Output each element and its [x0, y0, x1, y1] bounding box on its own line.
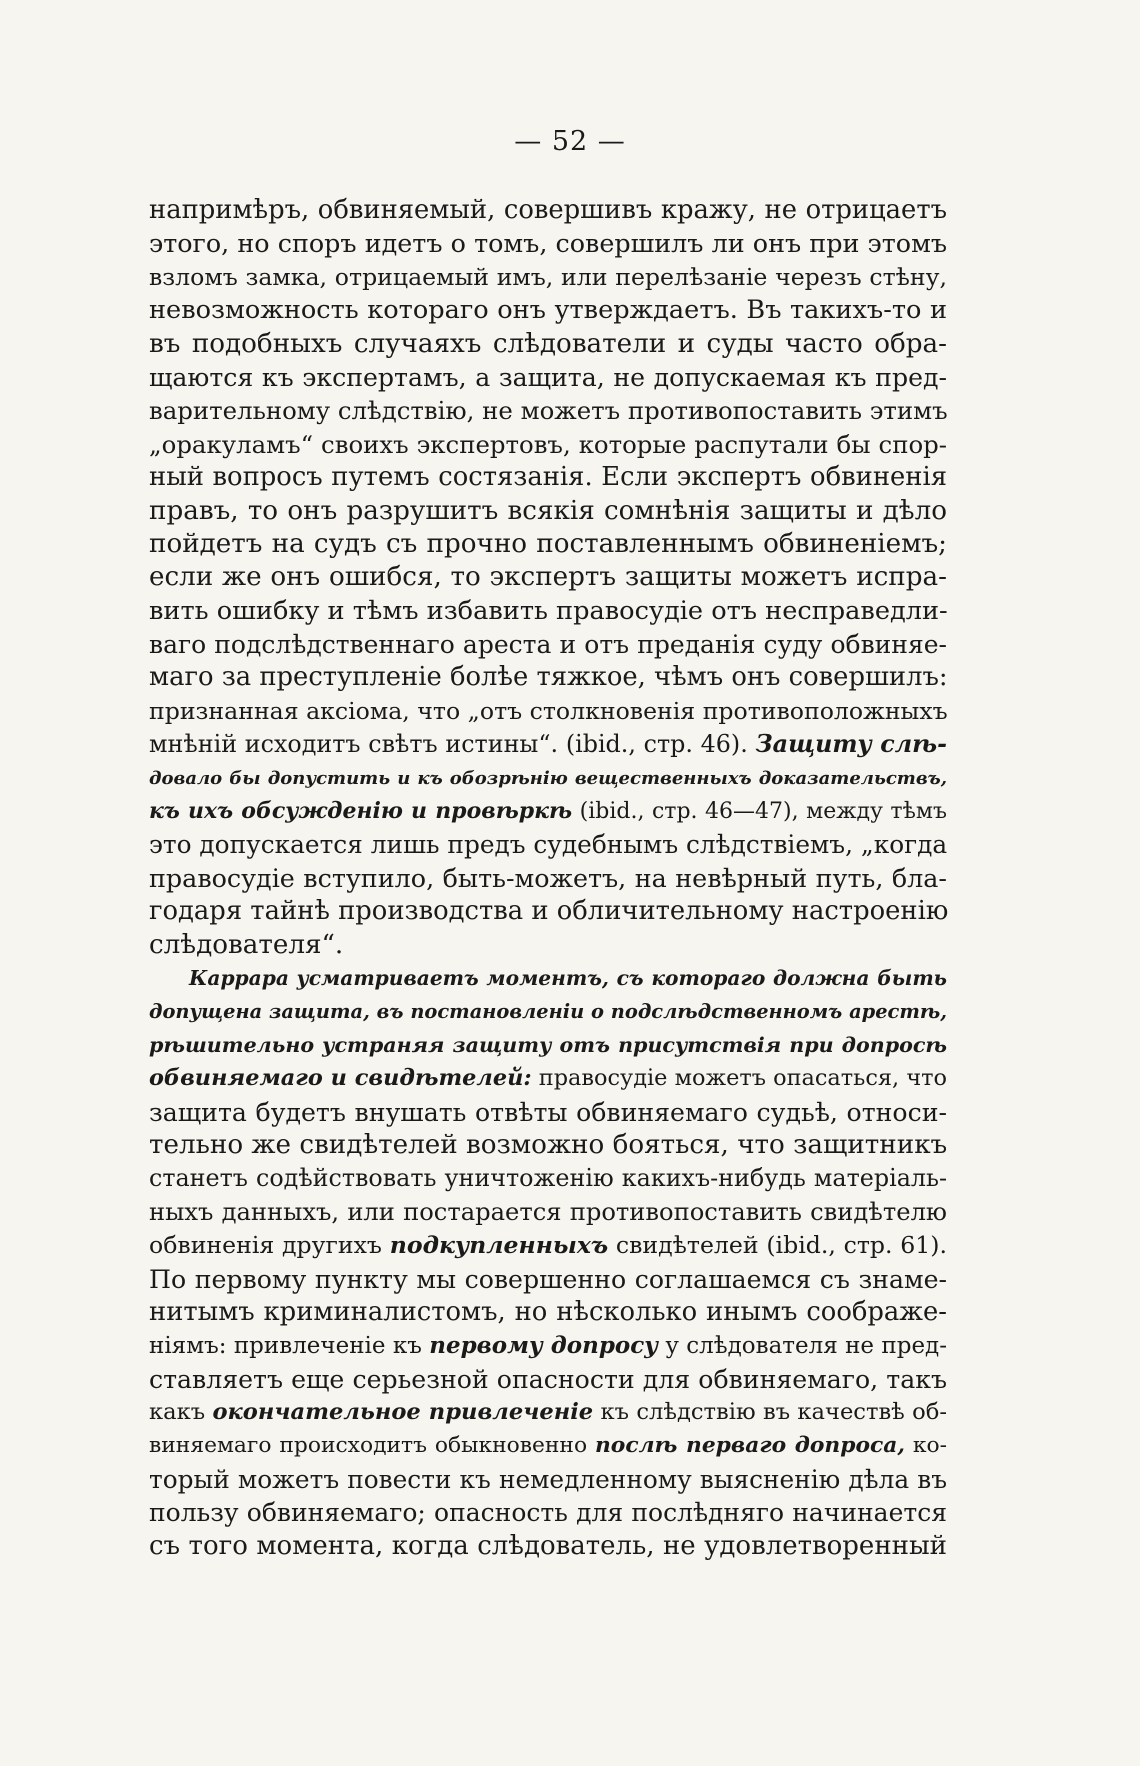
text-segment: невозможность котораго онъ утверждаетъ. Въ такихъ-то и	[149, 295, 947, 326]
text-line	[149, 1196, 947, 1229]
text-segment: нитымъ криминалистомъ, но нѣсколько инымъ соображе-	[149, 1296, 947, 1327]
text-segment: виняемаго происходитъ обыкновенно	[149, 1433, 595, 1459]
text-segment: въ подобныхъ случаяхъ слѣдователи и суды часто обра-	[149, 328, 947, 359]
text-line	[149, 895, 947, 928]
text-line	[149, 762, 947, 795]
text-segment: правосудіе можетъ опасаться, что	[531, 1065, 947, 1092]
text-segment: слѣдователя“.	[149, 929, 344, 960]
italic-emphasis: окончательное привлеченіе	[212, 1399, 594, 1426]
text-segment: „оракуламъ“ своихъ экспертовъ, которые распутали бы спор-	[149, 429, 947, 459]
text-line	[149, 1496, 947, 1529]
text-segment: мнѣній исходитъ свѣтъ истины“. (ibid., стр. 46).	[149, 730, 756, 759]
text-segment: съ того момента, когда слѣдователь, не удовлетворенный	[149, 1530, 947, 1561]
italic-emphasis: допущена защита, въ постановленіи о подслѣдственномъ арестѣ,	[149, 1000, 947, 1024]
italic-emphasis: первому допросу	[429, 1332, 659, 1360]
text-line	[149, 795, 947, 828]
text-line	[149, 929, 947, 962]
text-line	[149, 962, 947, 995]
italic-emphasis: Каррара усматриваетъ моментъ, съ котораго должна быть	[189, 965, 947, 990]
text-line	[149, 1429, 947, 1462]
text-line	[149, 461, 947, 494]
text-line	[149, 495, 947, 528]
italic-emphasis: послѣ перваго допроса,	[594, 1433, 905, 1459]
text-segment: ніямъ: привлеченіе къ	[149, 1333, 430, 1360]
text-segment: какъ	[149, 1399, 213, 1426]
text-segment: взломъ замка, отрицаемый имъ, или перелѣзаніе черезъ стѣну,	[149, 262, 947, 291]
text-line	[149, 661, 947, 694]
text-segment: напримѣръ, обвиняемый, совершивъ кражу, не отрицаетъ	[149, 195, 947, 225]
text-line	[149, 828, 947, 861]
text-line	[149, 561, 947, 594]
text-segment: правосудіе вступило, быть-можетъ, на невѣрный путь, бла-	[149, 862, 947, 893]
text-line	[149, 728, 947, 761]
text-segment: ный вопросъ путемъ состязанія. Если экспертъ обвиненія	[149, 462, 947, 493]
text-segment: станетъ содѣйствовать уничтоженію какихъ-нибудь матеріаль-	[149, 1164, 947, 1193]
text-segment: ко-	[905, 1433, 947, 1459]
text-segment: годаря тайнѣ производства и обличительному настроенію	[149, 896, 949, 927]
text-segment: варительному слѣдствію, не можетъ противопоставить этимъ	[149, 396, 948, 426]
text-line	[149, 1296, 947, 1329]
text-segment: ставляетъ еще серьезной опасности для обвиняемаго, такъ	[149, 1364, 947, 1394]
text-line	[149, 194, 947, 227]
text-segment: обвиненія другихъ	[149, 1231, 390, 1260]
text-segment: По первому пункту мы совершенно соглашаемся съ знаме-	[149, 1264, 947, 1294]
body-text	[149, 194, 947, 1563]
text-line	[149, 227, 947, 260]
text-segment: свидѣтелей (ibid., стр. 61).	[608, 1231, 947, 1260]
text-segment: этого, но споръ идетъ о томъ, совершилъ ли онъ при этомъ	[149, 228, 947, 259]
text-segment: пользу обвиняемаго; опасность для послѣдняго начинается	[149, 1498, 947, 1528]
text-line	[149, 1530, 947, 1563]
text-line	[149, 361, 947, 394]
text-segment: щаются къ экспертамъ, а защита, не допускаемая къ пред-	[149, 362, 947, 392]
italic-emphasis: обвиняемаго и свидѣтелей:	[149, 1065, 532, 1092]
text-segment: признанная аксіома, что „отъ столкновенія противоположныхъ	[149, 696, 948, 725]
text-line	[149, 1263, 947, 1296]
italic-emphasis: Защиту слѣ-	[755, 730, 947, 759]
text-segment: маго за преступленіе болѣе тяжкое, чѣмъ онъ совершилъ:	[149, 662, 948, 693]
text-segment: если же онъ ошибся, то экспертъ защиты можетъ испра-	[149, 562, 947, 593]
text-line	[149, 1096, 947, 1129]
text-line	[149, 328, 947, 361]
text-line	[149, 1463, 947, 1496]
text-line	[149, 695, 947, 728]
text-line	[149, 595, 947, 628]
text-segment: у слѣдователя не пред-	[658, 1333, 947, 1360]
italic-emphasis: къ ихъ обсужденію и провѣркѣ	[149, 798, 573, 825]
text-line	[149, 1062, 947, 1095]
text-line	[149, 1162, 947, 1195]
text-line	[149, 995, 947, 1028]
text-line	[149, 1129, 947, 1162]
text-line	[149, 862, 947, 895]
text-line	[149, 528, 947, 561]
text-line	[149, 1363, 947, 1396]
text-line	[149, 1329, 947, 1362]
text-segment: правъ, то онъ разрушитъ всякія сомнѣнія защиты и дѣло	[149, 495, 947, 526]
text-line	[149, 428, 947, 461]
text-line	[149, 1396, 947, 1429]
text-line	[149, 1029, 947, 1062]
text-segment: къ слѣдствію въ качествѣ об-	[593, 1399, 947, 1426]
text-segment: ныхъ данныхъ, или постарается противопоставить свидѣтелю	[149, 1197, 947, 1226]
text-segment: это допускается лишь предъ судебнымъ слѣдствіемъ, „когда	[149, 830, 948, 860]
text-segment: (ibid., стр. 46—47), между тѣмъ	[572, 799, 947, 825]
text-segment: тельно же свидѣтелей возможно бояться, что защитникъ	[149, 1129, 948, 1160]
italic-emphasis: рѣшительно устраняя защиту отъ присутствія при допросѣ	[149, 1032, 947, 1057]
italic-emphasis: подкупленныхъ	[389, 1231, 609, 1260]
text-segment: пойдетъ на судъ съ прочно поставленнымъ обвиненіемъ;	[149, 528, 947, 559]
page-number: — 52 —	[514, 126, 626, 157]
text-line	[149, 261, 947, 294]
text-segment: защита будетъ внушать отвѣты обвиняемаго судьѣ, относи-	[149, 1097, 947, 1127]
text-line	[149, 294, 947, 327]
italic-emphasis: довало бы допустить и къ обозрѣнію вещественныхъ доказательствъ,	[149, 767, 947, 789]
text-line	[149, 628, 947, 661]
text-segment: ваго подслѣдственнаго ареста и отъ преданія суду обвиняе-	[149, 630, 947, 660]
text-segment: торый можетъ повести къ немедленному выясненію дѣла въ	[149, 1464, 947, 1494]
text-line	[149, 394, 947, 427]
text-segment: вить ошибку и тѣмъ избавить правосудіе отъ несправедли-	[149, 595, 948, 626]
text-line	[149, 1229, 947, 1262]
